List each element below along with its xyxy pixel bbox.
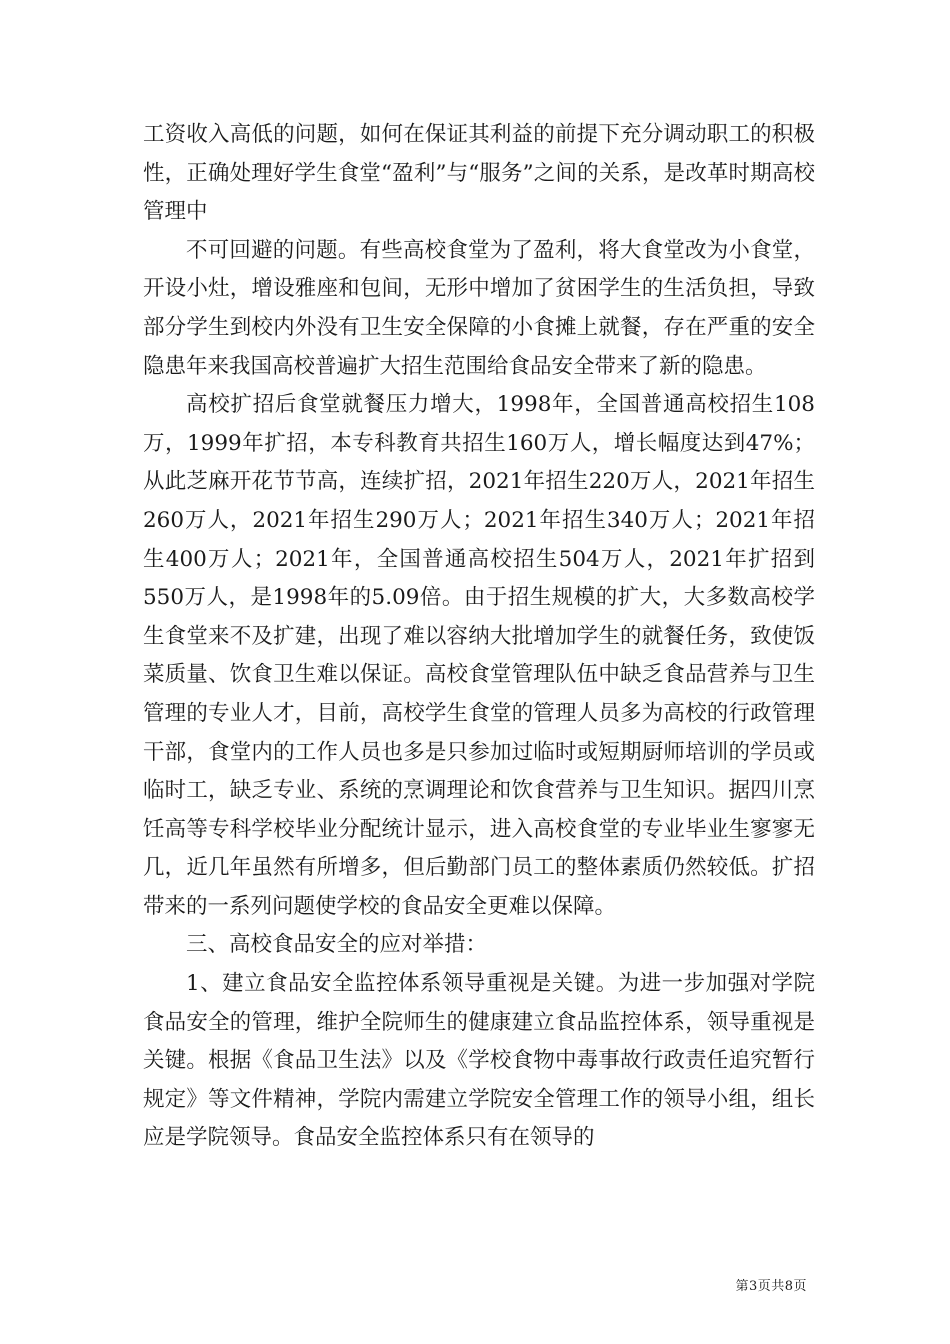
- section-heading: 三、高校食品安全的应对举措：: [186, 932, 488, 958]
- paragraph-4: 1、建立食品安全监控体系领导重视是关键。为进一步加强对学院食品安全的管理，维护全院师生的健康建立食品监控体系，领导重视是关键。根据《食品卫生法》以及《学校食物中毒事故行政责任追究暂行规定》等文件精神，学院内需建立学院安全管理工作的领导小组，组长应是学院领导。食品安全监控体系只有在领导的: [143, 971, 815, 1151]
- body-text: [143, 116, 815, 1158]
- page-number: 第3页共8页: [735, 1279, 807, 1294]
- paragraph-3: 高校扩招后食堂就餐压力增大，1998年，全国普通高校招生108万，1999年扩招，本专科教育共招生160万人，增长幅度达到47%；从此芝麻开花节节高，连续扩招，2021年招生220万人，2021年招生260万人，2021年招生290万人；2021年招生340万人；2021年招生400万人；2021年，全国普通高校招生504万人，2021年扩招到550万人，是1998年的5.09倍。由于招生规模的扩大，大多数高校学生食堂来不及扩建，出现了难以容纳大批增加学生的就餐任务，致使饭菜质量、饮食卫生难以保证。高校食堂管理队伍中缺乏食品营养与卫生管理的专业人才，目前，高校学生食堂的管理人员多为高校的行政管理干部，食堂内的工作人员也多是只参加过临时或短期厨师培训的学员或临时工，缺乏专业、系统的烹调理论和饮食营养与卫生知识。据四川烹饪高等专科学校毕业分配统计显示，进入高校食堂的专业毕业生寥寥无几，近几年虽然有所增多，但后勤部门员工的整体素质仍然较低。扩招带来的一系列问题使学校的食品安全更难以保障。: [143, 392, 815, 919]
- paragraph-1: 工资收入高低的问题，如何在保证其利益的前提下充分调动职工的积极性，正确处理好学生食堂“盈利”与“服务”之间的关系，是改革时期高校管理中: [143, 122, 815, 225]
- paragraph-2: 不可回避的问题。有些高校食堂为了盈利，将大食堂改为小食堂，开设小灶，增设雅座和包间，无形中增加了贫困学生的生活负担，导致部分学生到校内外没有卫生安全保障的小食摊上就餐，存在严重的安全隐患年来我国高校普遍扩大招生范围给食品安全带来了新的隐患。: [143, 237, 815, 379]
